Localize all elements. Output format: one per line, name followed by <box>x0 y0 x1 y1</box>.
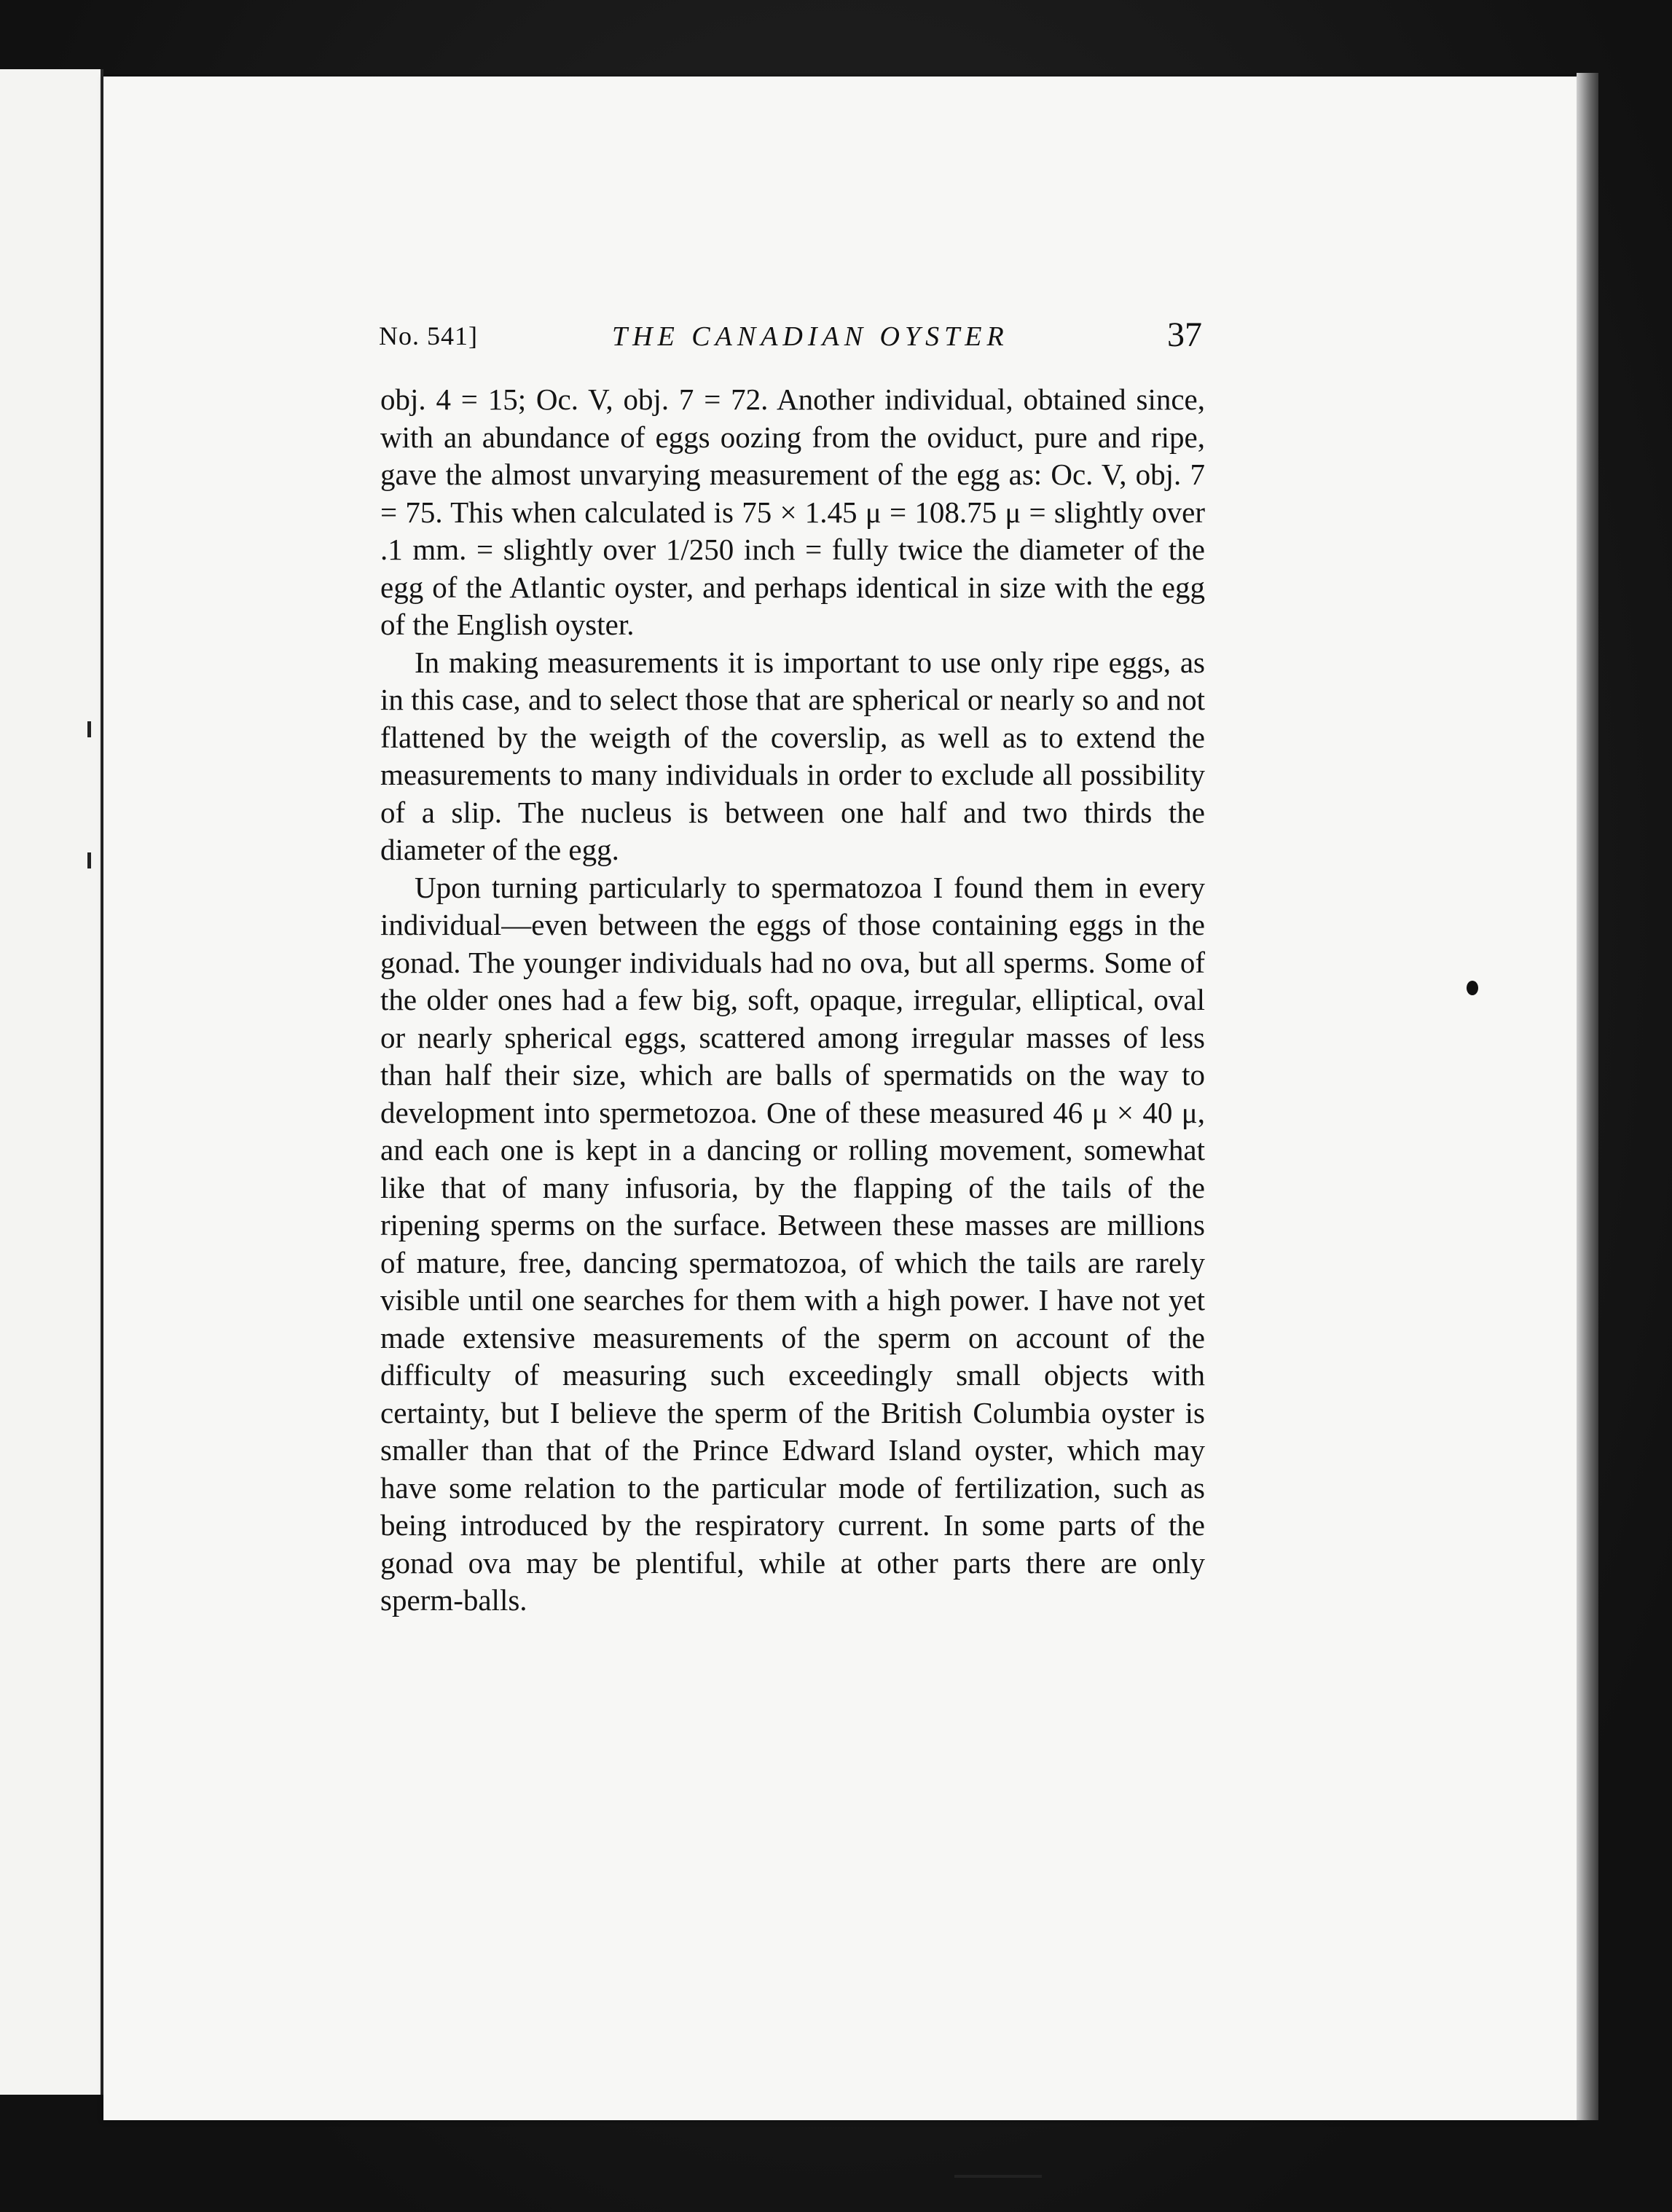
body-text <box>380 381 1205 1620</box>
page-number: 37 <box>1167 315 1202 354</box>
issue-number: No. 541] <box>379 321 478 350</box>
scan-speck <box>954 2175 1042 2178</box>
paragraph-2: In making measurements it is important to use only ripe eggs, as in this case, and to select those that are spherical or nearly so and not flattened by the weigth of the coverslip, as well as to extend the measurements to many individuals in order to exclude all possibility of a slip. The nucleus is between one half and two thirds the diameter of the egg. <box>380 645 1205 866</box>
scan-speck <box>87 721 91 737</box>
paragraph-1: obj. 4 = 15; Oc. V, obj. 7 = 72. Another individual, obtained since, with an abundance of eggs oozing from the oviduct, pure and ripe, gave the almost unvarying measurement of the egg as: Oc. V, obj. 7 = 75. This when calculated is 75 × 1.45 μ = 108.75 μ = slightly over .1 mm. = slightly over 1/250 inch = fully twice the diameter of the egg of the Atlantic oyster, and perhaps identical in size with the egg of the English oyster. <box>380 383 1205 641</box>
scan-speck <box>87 852 91 868</box>
facing-page-edge <box>0 69 103 2095</box>
paragraph-3: Upon turning particularly to spermatozoa I found them in every individual—even between the eggs of those containing eggs in the gonad. The younger individuals had no ova, but all sperms. Some of the older ones had a few big, soft, opaque, irregular, elliptical, oval or nearly spherical eggs, scattered among irregular masses of less than half their size, which are balls of spermatids on the way to development into spermetozoa. One of these measured 46 μ × 40 μ, and each one is kept in a dancing or rolling movement, somewhat like that of many infusoria, by the flapping of the tails of the ripening sperms on the surface. Between these masses are millions of mature, free, dancing spermatozoa, of which the tails are rarely visible until one searches for them with a high power. I have not yet made extensive measurements of the sperm on account of the difficulty of measuring such exceedingly small objects with certainty, but I believe the sperm of the British Columbia oyster is smaller than that of the Prince Edward Island oyster, which may have some relation to the particular mode of fertilization, such as being introduced by the respiratory current. In some parts of the gonad ova may be plentiful, while at other parts there are only sperm-balls. <box>380 870 1205 1617</box>
running-head <box>379 315 1202 358</box>
ink-spot <box>1467 981 1478 995</box>
running-title: THE CANADIAN OYSTER <box>612 321 1009 352</box>
page-edge-shadow <box>1577 73 1598 2120</box>
